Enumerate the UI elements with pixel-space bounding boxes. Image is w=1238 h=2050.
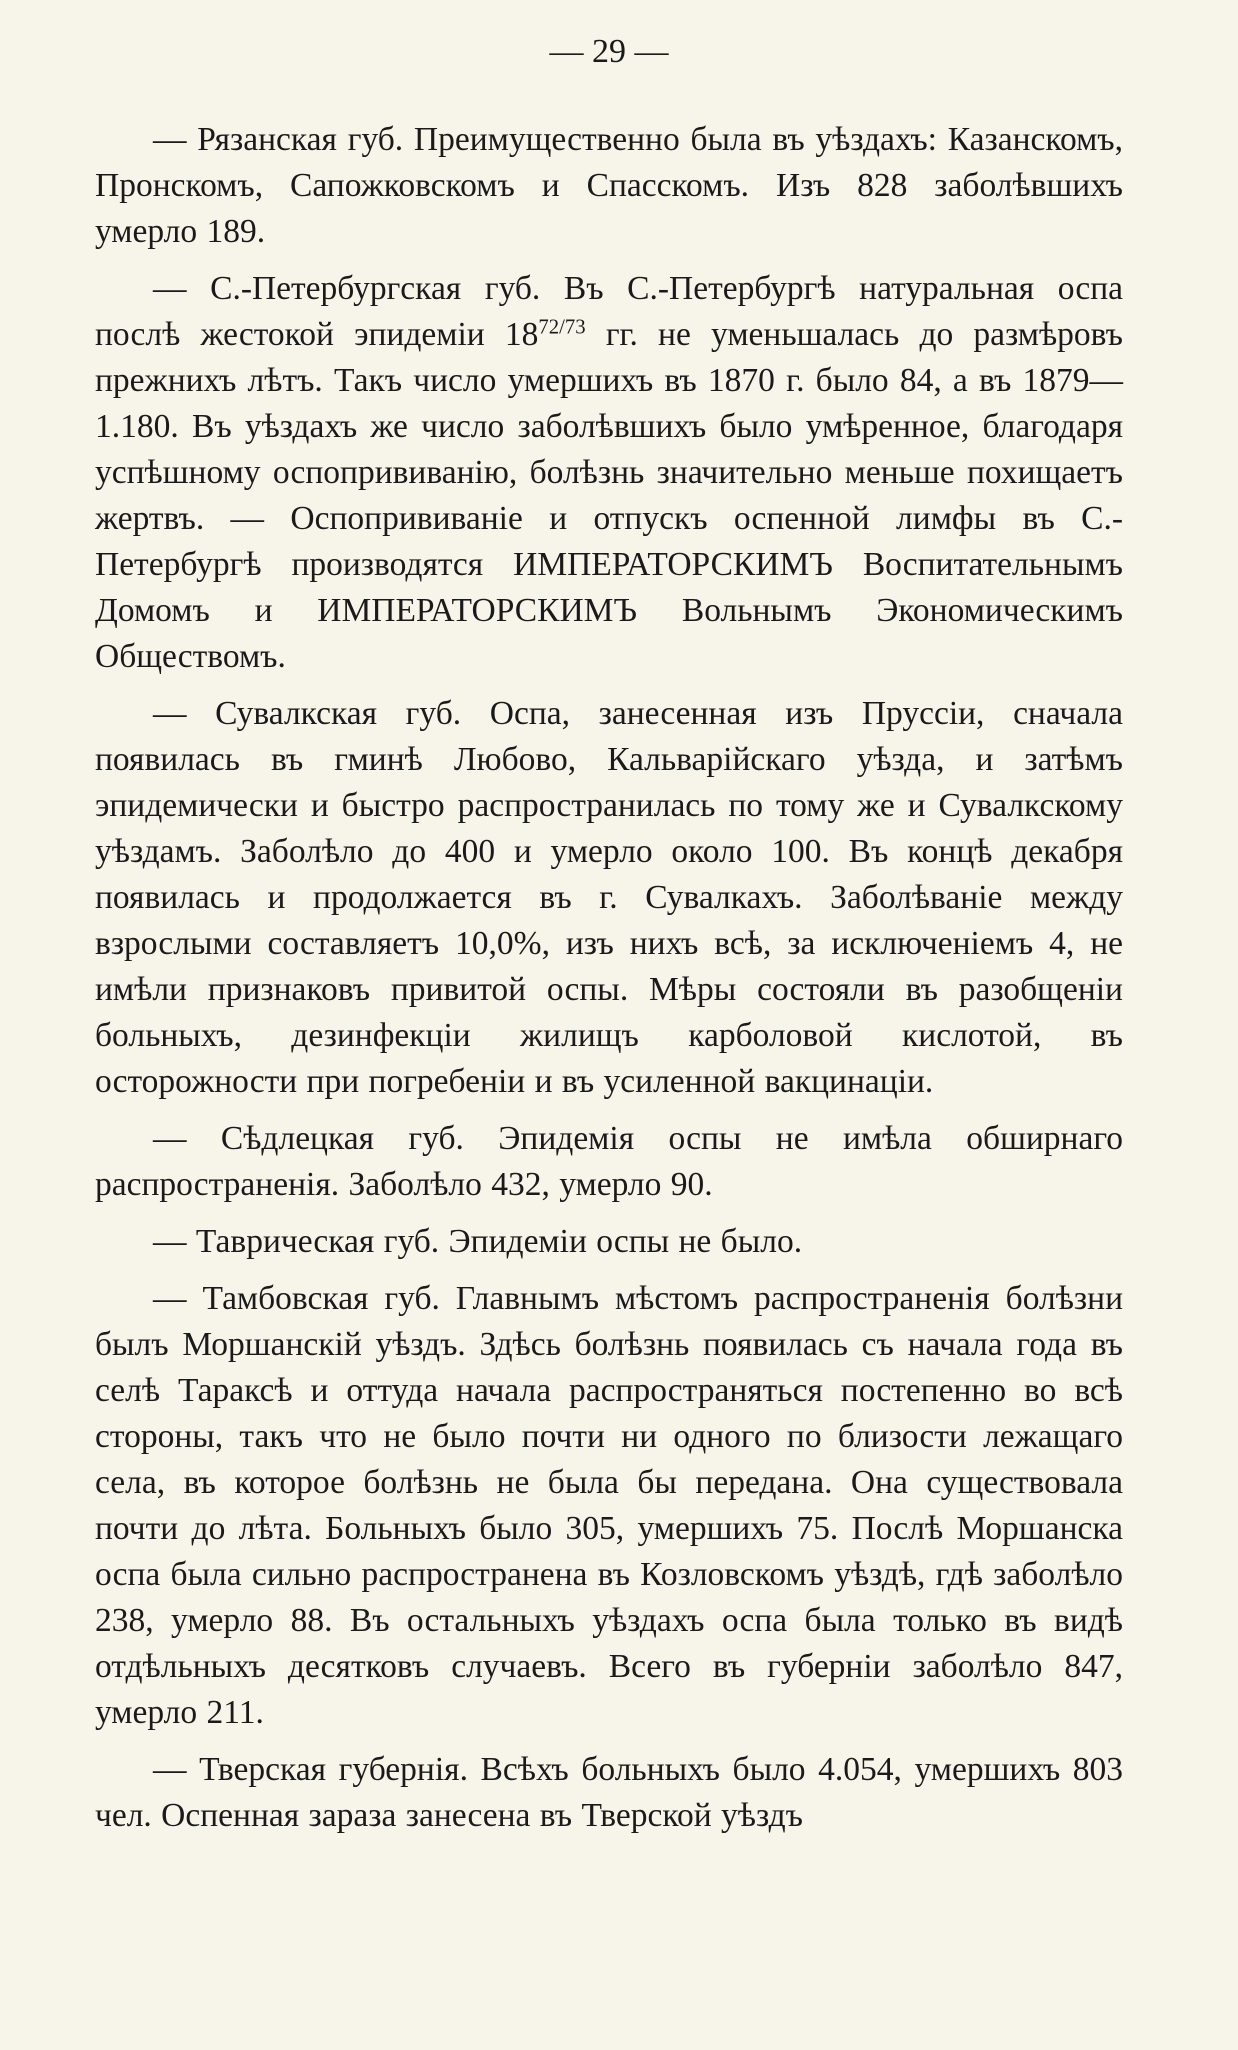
epidemic-years-superscript: 72/73 <box>538 315 586 339</box>
page-number: — 29 — <box>549 33 669 70</box>
entry-st-petersburg-text-after: гг. не уменьшалась до размѣровъ прежнихъ лѣтъ. Такъ число умершихъ въ 1870 г. было 84, а въ 1879—1.180. Въ уѣздахъ же число заболѣвшихъ было умѣренное, благодаря успѣшному оспопрививанію, болѣзнь значительно меньше похищаетъ жертвъ. — Оспопрививаніе и отпускъ оспенной лимфы въ С.-Петербургѣ производятся ИМПЕРАТОРСКИМЪ Воспитательнымъ Домомъ и ИМПЕРАТОРСКИМЪ Вольнымъ Экономическимъ Обществомъ. <box>95 316 1123 675</box>
entry-tambov: — Тамбовская губ. Главнымъ мѣстомъ распространенія болѣзни былъ Моршанскій уѣздъ. Здѣсь болѣзнь появилась съ начала года въ селѣ Тараксѣ и оттуда начала распространяться постепенно во всѣ стороны, такъ что не было почти ни одного по близости лежащаго села, въ которое болѣзнь не была бы передана. Она существовала почти до лѣта. Больныхъ было 305, умершихъ 75. Послѣ Моршанска оспа была сильно распространена въ Козловскомъ уѣздѣ, гдѣ заболѣло 238, умерло 88. Въ остальныхъ уѣздахъ оспа была только въ видѣ отдѣльныхъ десятковъ случаевъ. Всего въ губерніи заболѣло 847, умерло 211. <box>95 1280 1123 1731</box>
entry-ryazan: — Рязанская губ. Преимущественно была въ уѣздахъ: Казанскомъ, Пронскомъ, Сапожковскомъ и Спасскомъ. Изъ 828 заболѣвшихъ умерло 189. <box>95 121 1123 250</box>
book-page <box>95 30 1123 2020</box>
entry-st-petersburg-text-before: — С.-Петербургская губ. Въ С.-Петербургѣ натуральная оспа послѣ жестокой эпидеміи 18 <box>95 270 1123 353</box>
entry-suwalki: — Сувалкская губ. Оспа, занесенная изъ Пруссіи, сначала появилась въ гминѣ Любово, Кальварійскаго уѣзда, и затѣмъ эпидемически и быстро распространилась по тому же и Сувалкскому уѣздамъ. Заболѣло до 400 и умерло около 100. Въ концѣ декабря появилась и продолжается въ г. Сувалкахъ. Заболѣваніе между взрослыми составляетъ 10,0%, изъ нихъ всѣ, за исключеніемъ 4, не имѣли признаковъ привитой оспы. Мѣры состояли въ разобщеніи больныхъ, дезинфекціи жилищъ карболовой кислотой, въ осторожности при погребеніи и въ усиленной вакцинаціи. <box>95 695 1123 1100</box>
entry-taurida: — Таврическая губ. Эпидеміи оспы не было. <box>153 1223 803 1260</box>
entry-siedlce: — Сѣдлецкая губ. Эпидемія оспы не имѣла обширнаго распространенія. Заболѣло 432, умерло 90. <box>95 1120 1123 1203</box>
entry-tver: — Тверская губернія. Всѣхъ больныхъ было 4.054, умершихъ 803 чел. Оспенная зараза занесена въ Тверской уѣздъ <box>95 1751 1123 1834</box>
entry-st-petersburg <box>95 266 1123 680</box>
